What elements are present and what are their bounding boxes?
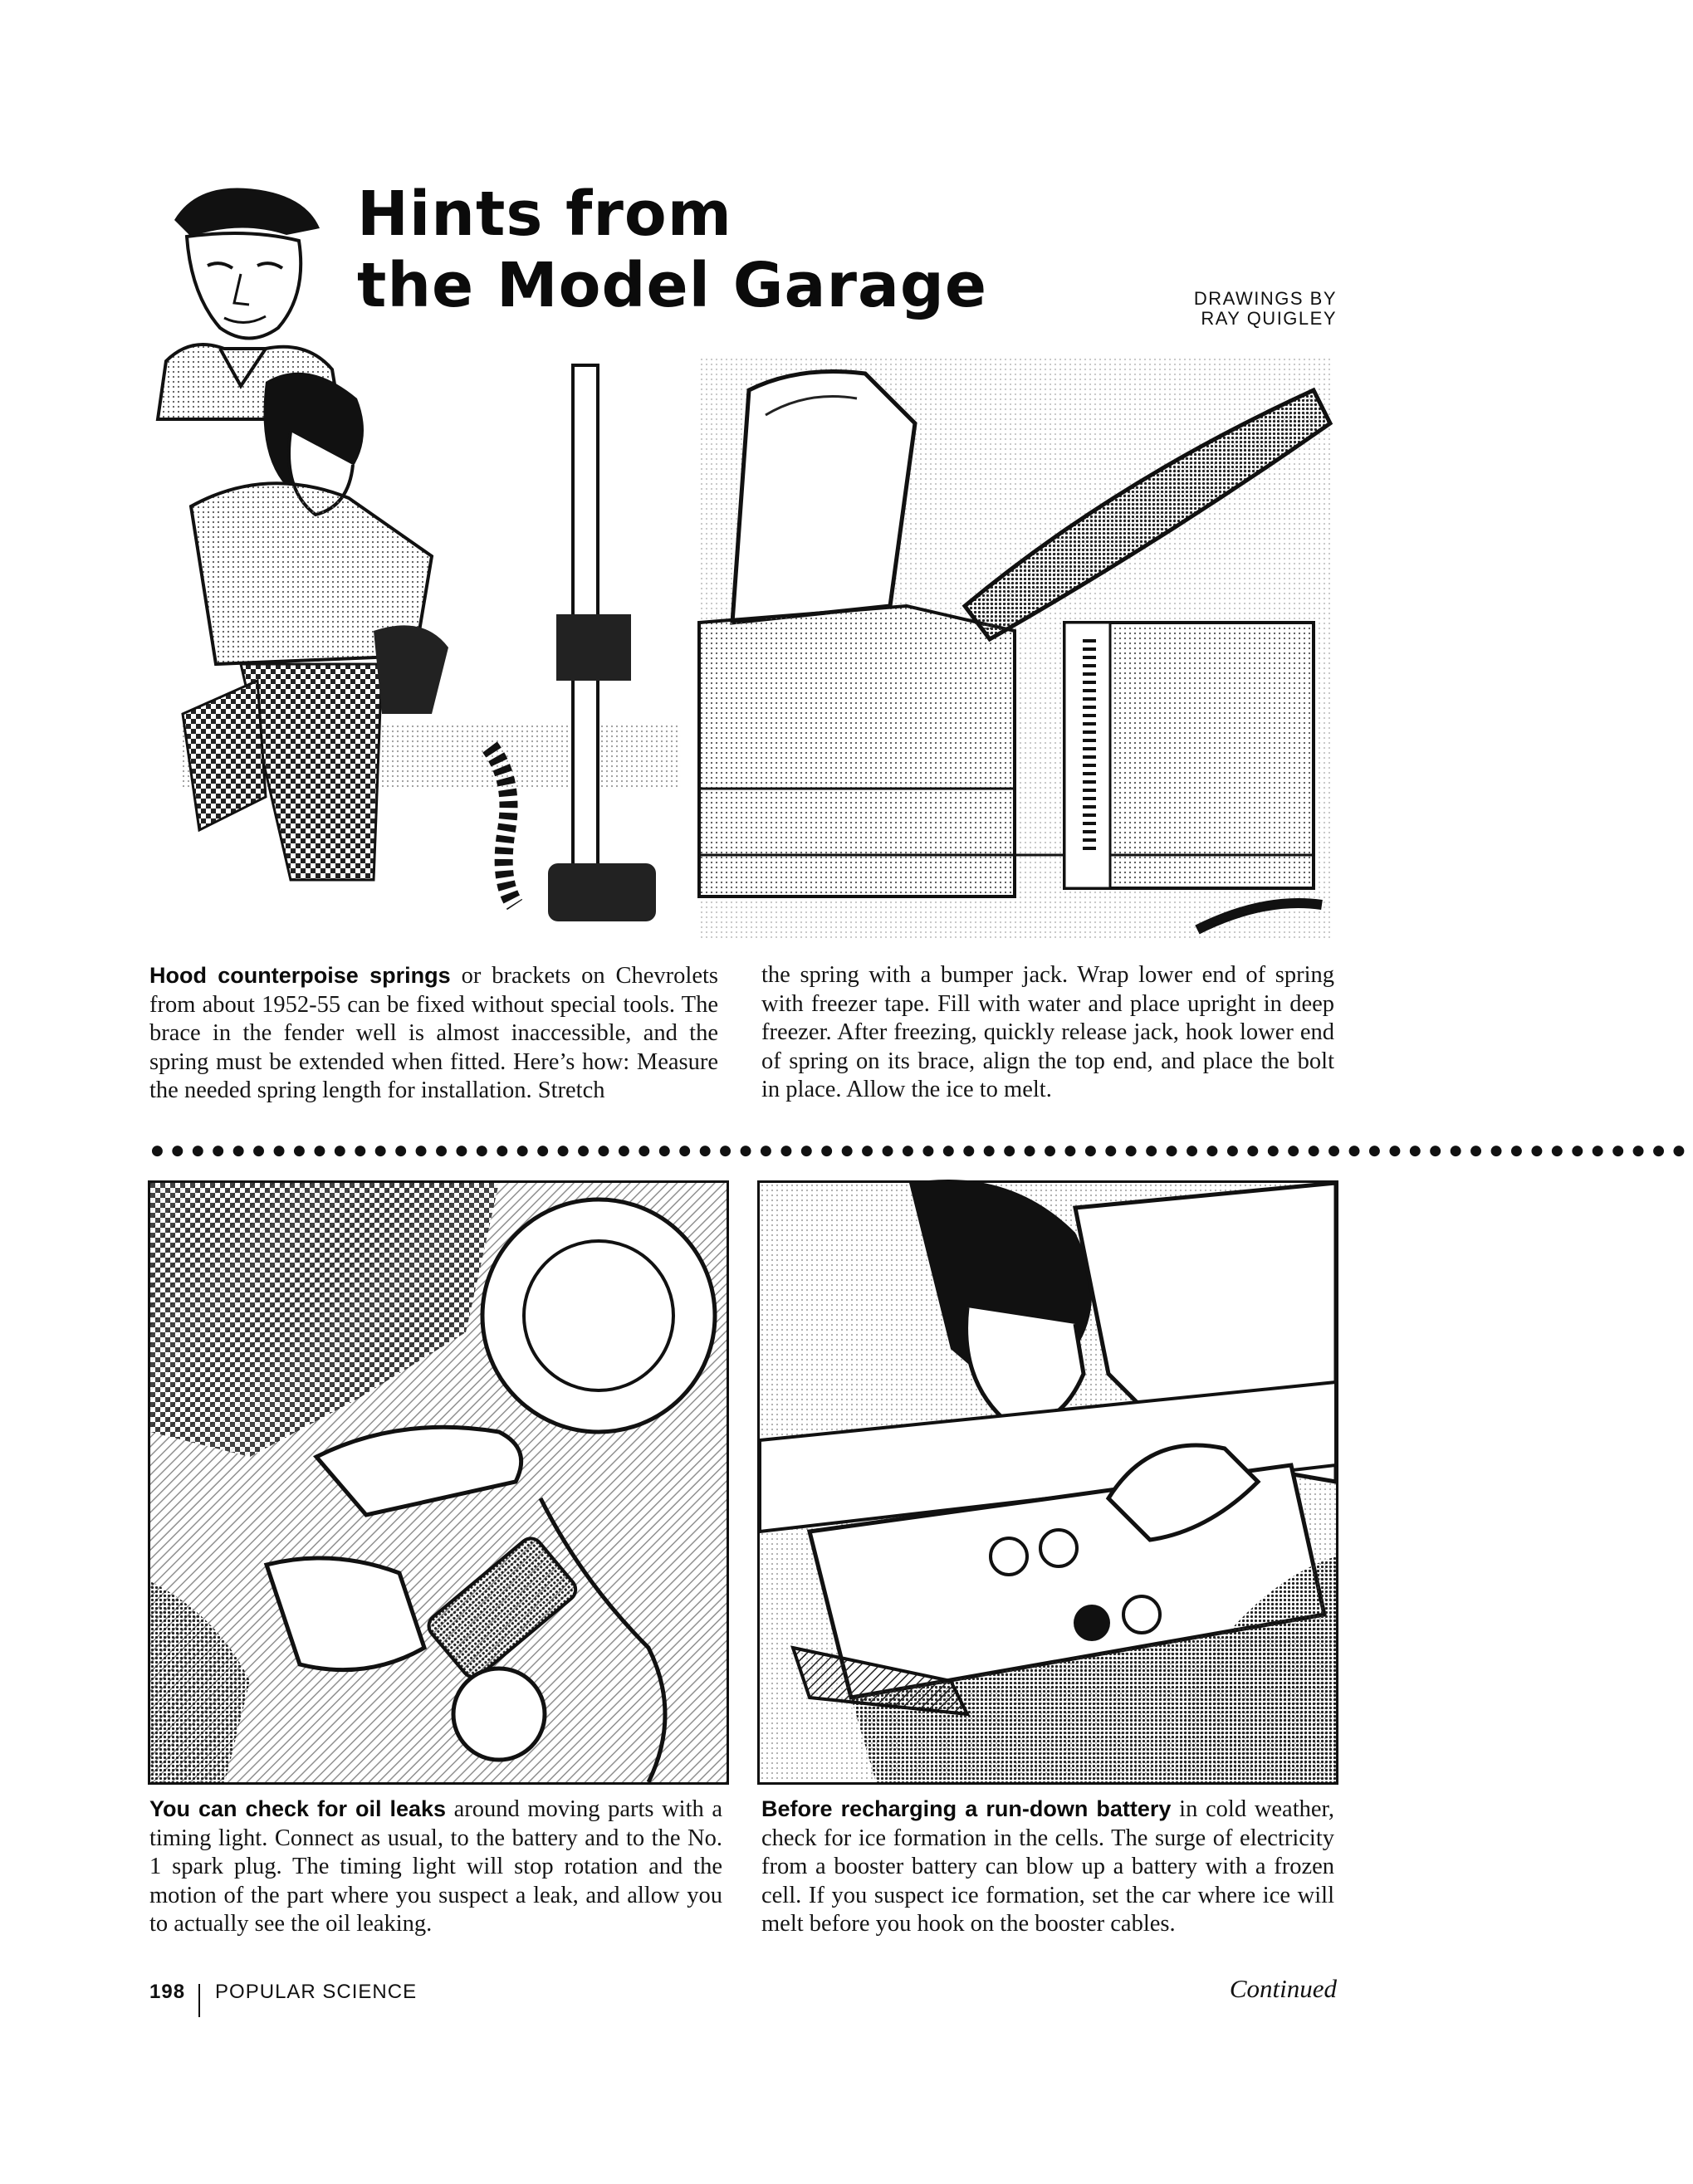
hint-1-lead: Hood counterpoise springs bbox=[149, 963, 451, 988]
hint-1-text-right bbox=[761, 961, 1334, 1105]
continued-label: Continued bbox=[1229, 1974, 1337, 2003]
hint-3-text bbox=[761, 1795, 1334, 1939]
dotted-divider: ●●●●●●●●●●●●●●●●●●●●●●●●●●●●●●●●●●●●●●●●●●●●●●●●●●●●●●●●●●●●●●●●●●●●●●●●●●●● bbox=[151, 1142, 1693, 1159]
footer-separator bbox=[198, 1984, 200, 2017]
hint-1-text-left bbox=[149, 961, 718, 1106]
page-number: 198 bbox=[149, 1981, 186, 2003]
article-title bbox=[357, 178, 1104, 321]
hint-2-lead: You can check for oil leaks bbox=[149, 1796, 447, 1821]
title-line-2: the Model Garage bbox=[357, 250, 988, 321]
hint-2-body: around moving parts with a timing light. Connect as usual, to the battery and to the No. 1 spark plug. The timing light will stop rotation and the motion of the part where you suspect a leak, and allow you to actually see the oil leaking. bbox=[149, 1796, 722, 1937]
page-footer bbox=[149, 1976, 417, 2009]
credit-line-2: RAY QUIGLEY bbox=[1201, 308, 1337, 329]
credit-line-1: DRAWINGS BY bbox=[1193, 288, 1337, 309]
illustration-timing-light bbox=[148, 1180, 729, 1785]
hint-2-text bbox=[149, 1795, 722, 1939]
publication-name: POPULAR SCIENCE bbox=[215, 1981, 418, 2003]
hint-3-body: in cold weather, check for ice formation in the cells. The surge of electricity from a booster battery can blow up a battery with a frozen cell. If you suspect ice formation, set the car where ice will melt before you hook on the booster cables. bbox=[761, 1796, 1334, 1937]
title-line-1: Hints from bbox=[357, 178, 732, 250]
illustration-spring-freezing bbox=[166, 365, 689, 938]
hint-1-body-left: or brackets on Chevrolets from about 1952-55 can be fixed without special tools. The brace in the fender well is almost inaccessible, and the spring must be extended when fitted. Here’s how: Measure the needed spring length for installation. Stretch bbox=[149, 963, 719, 1104]
illustration-open-hood bbox=[699, 357, 1330, 938]
hint-3-lead: Before recharging a run-down battery bbox=[761, 1796, 1172, 1821]
illustration-battery bbox=[757, 1180, 1338, 1785]
hint-1-body-right: the spring with a bumper jack. Wrap lower end of spring with freezer tape. Fill with water and place upright in deep freezer. After freezing, quickly release jack, hook lower end of spring on its brace, align the top end, and place the bolt in place. Allow the ice to melt. bbox=[761, 962, 1334, 1103]
illustration-credit bbox=[1113, 289, 1337, 329]
